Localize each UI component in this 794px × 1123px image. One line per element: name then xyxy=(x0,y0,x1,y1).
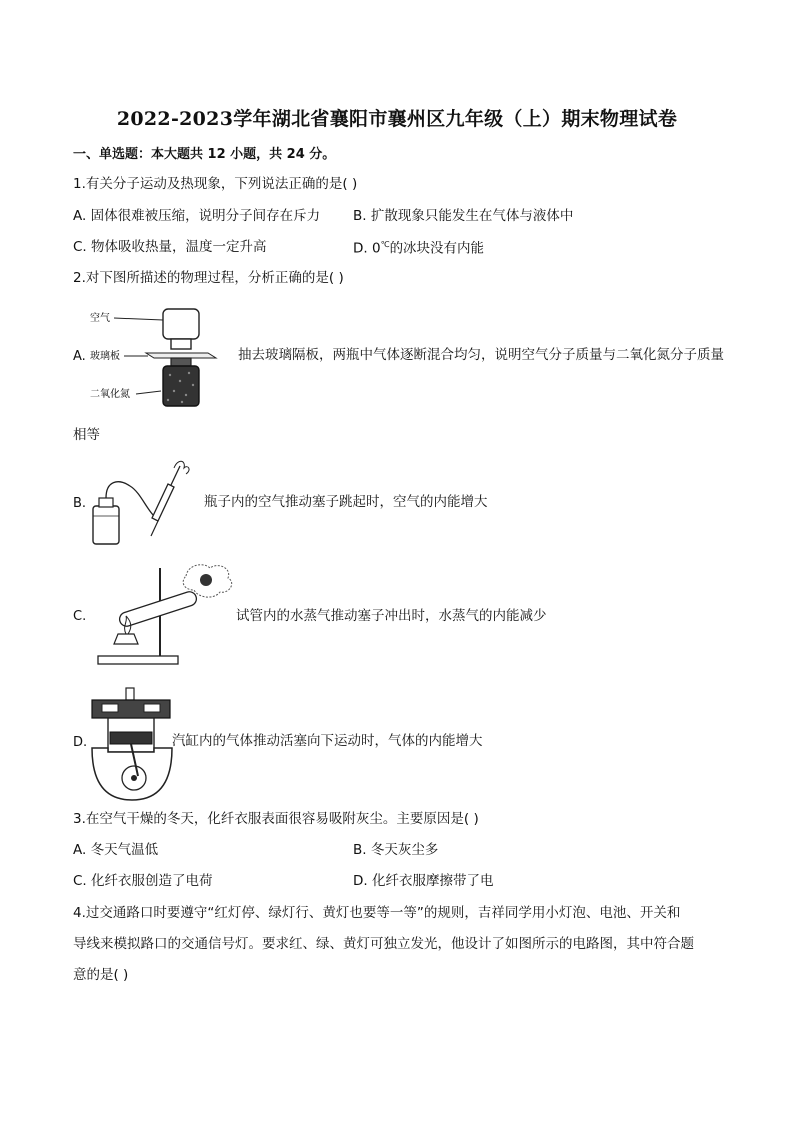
q2-option-a-text: 抽去玻璃隔板，两瓶中气体逐断混合均匀，说明空气分子质量与二氧化氮分子质量 xyxy=(238,347,724,363)
section-heading: 一、单选题：本大题共 12 小题，共 24 分。 xyxy=(73,147,336,162)
q2-option-d-label: D. xyxy=(73,735,88,750)
question-4-line-2: 导线来模拟路口的交通信号灯。要求红、绿、黄灯可独立发光，他设计了如图所示的电路图，其中符合题 xyxy=(73,936,694,952)
q3-option-a: A. 冬天气温低 xyxy=(73,842,159,858)
engine-cylinder-figure xyxy=(88,686,178,804)
q1-option-a: A. 固体很难被压缩，说明分子间存在斥力 xyxy=(73,208,321,224)
q3-option-b: B. 冬天灰尘多 xyxy=(353,842,439,858)
question-3-stem: 3.在空气干燥的冬天，化纤衣服表面很容易吸附灰尘。主要原因是( ) xyxy=(73,811,479,827)
question-4-line-1: 4.过交通路口时要遵守“红灯停、绿灯行、黄灯也要等一等”的规则，吉祥同学用小灯泡、电池、开关和 xyxy=(73,905,681,921)
q3-option-d: D. 化纤衣服摩擦带了电 xyxy=(353,873,494,889)
glass-plate-label: 玻璃板 xyxy=(90,351,120,362)
q2-option-a-label: A. xyxy=(73,349,86,364)
question-2-stem: 2.对下图所描述的物理过程，分析正确的是( ) xyxy=(73,270,344,286)
q1-option-b: B. 扩散现象只能发生在气体与液体中 xyxy=(353,208,574,224)
q2-option-c-label: C. xyxy=(73,609,87,624)
q2-option-b-text: 瓶子内的空气推动塞子跳起时，空气的内能增大 xyxy=(204,494,488,510)
bottle-pump-figure xyxy=(88,456,198,548)
diffusion-bottles-figure xyxy=(88,305,228,410)
test-tube-steam-figure xyxy=(88,560,238,672)
question-4-line-3: 意的是( ) xyxy=(73,967,129,983)
no2-label: 二氧化氮 xyxy=(90,389,130,400)
page-title: 2022-2023学年湖北省襄阳市襄州区九年级（上）期末物理试卷 xyxy=(116,108,678,130)
q2-option-b-label: B. xyxy=(73,496,87,511)
q1-option-c: C. 物体吸收热量，温度一定升高 xyxy=(73,239,267,255)
q1-option-d: D. 0℃的冰块没有内能 xyxy=(353,240,485,257)
air-label: 空气 xyxy=(90,313,110,324)
q2-option-d-text: 汽缸内的气体推动活塞向下运动时，气体的内能增大 xyxy=(172,733,483,749)
question-1-stem: 1.有关分子运动及热现象，下列说法正确的是( ) xyxy=(73,176,358,192)
q2-option-a-continuation: 相等 xyxy=(73,427,100,443)
q3-option-c: C. 化纤衣服创造了电荷 xyxy=(73,873,213,889)
q2-option-c-text: 试管内的水蒸气推动塞子冲出时，水蒸气的内能减少 xyxy=(236,608,547,624)
